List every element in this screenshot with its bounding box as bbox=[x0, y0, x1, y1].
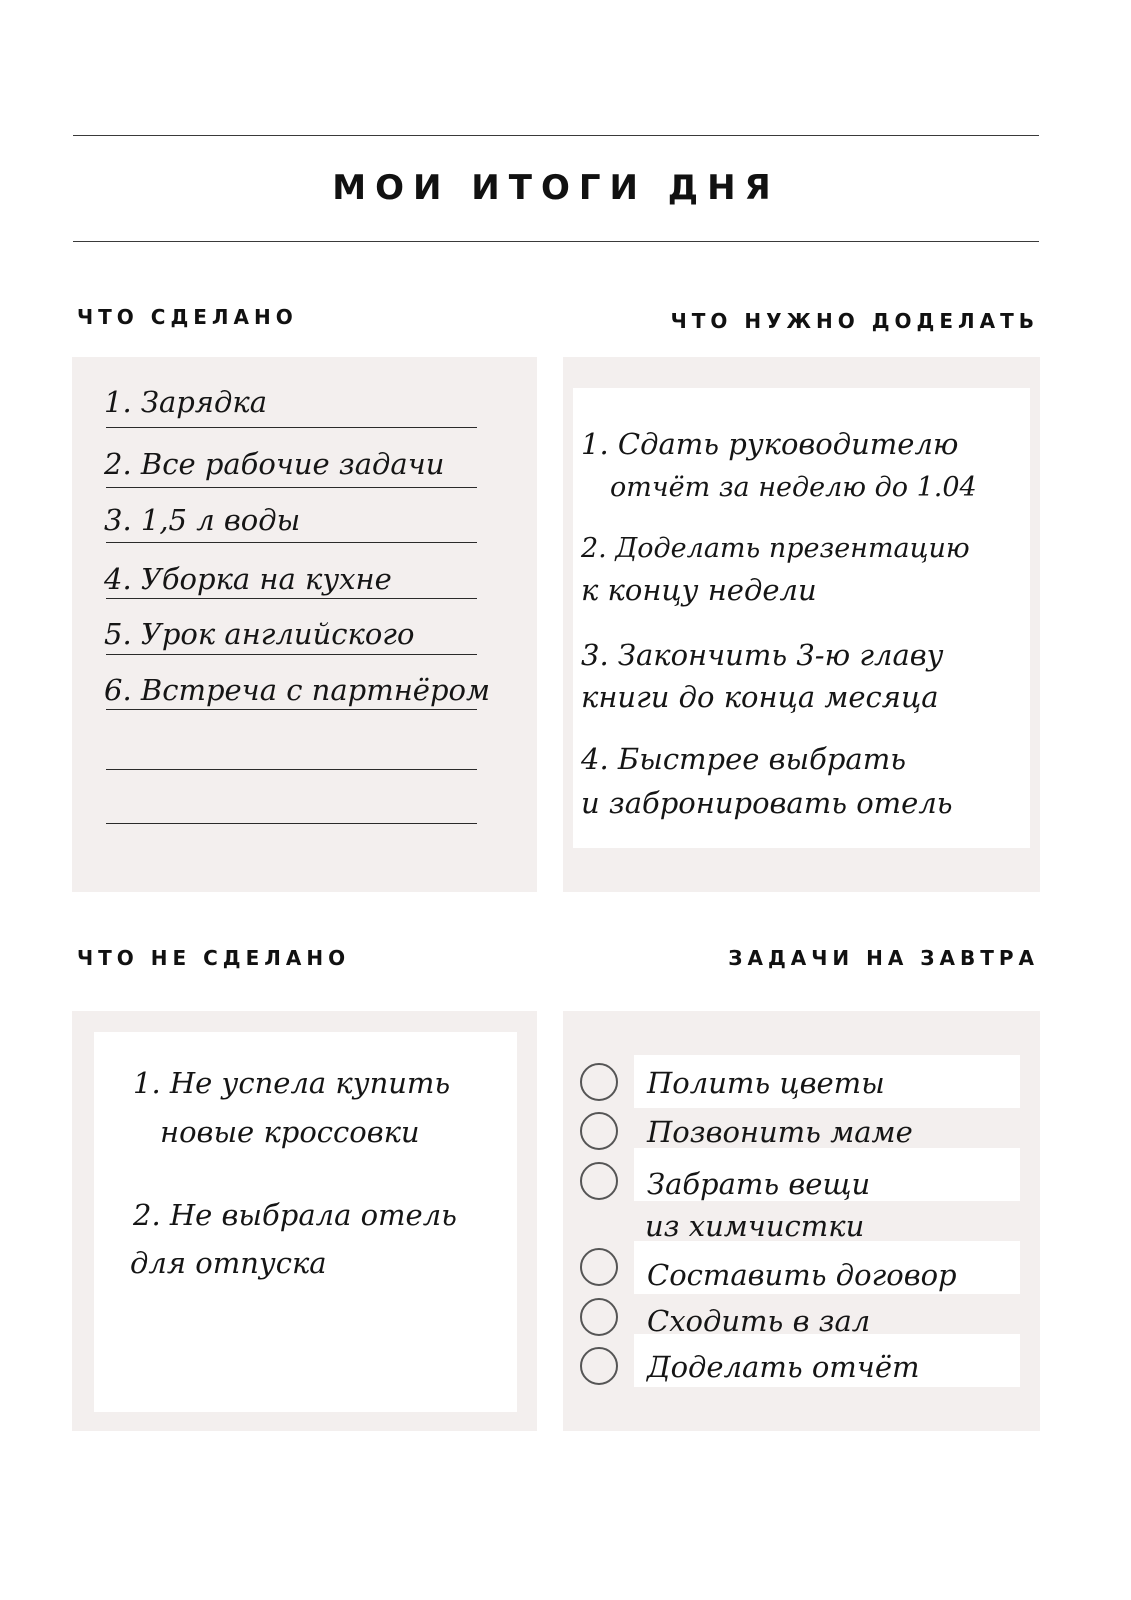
done-line-empty bbox=[106, 769, 477, 770]
heading-not-done: ЧТО НЕ СДЕЛАНО bbox=[77, 946, 351, 970]
done-line bbox=[106, 709, 477, 710]
done-line bbox=[106, 427, 477, 428]
task-label: Составить договор bbox=[647, 1258, 957, 1292]
done-line bbox=[106, 654, 477, 655]
todo-item-line1: 4. Быстрее выбрать bbox=[581, 742, 907, 776]
task-checkbox[interactable] bbox=[580, 1347, 618, 1385]
task-checkbox[interactable] bbox=[580, 1248, 618, 1286]
not-done-item-line2: новые кроссовки bbox=[160, 1115, 420, 1149]
todo-item-line2: отчёт за неделю до 1.04 bbox=[610, 472, 977, 503]
todo-item-line2: к концу недели bbox=[581, 573, 817, 607]
done-item: 1. Зарядка bbox=[104, 385, 267, 419]
heading-todo: ЧТО НУЖНО ДОДЕЛАТЬ bbox=[670, 309, 1039, 333]
todo-item-line1: 2. Доделать презентацию bbox=[581, 533, 970, 564]
task-label: Полить цветы bbox=[647, 1066, 885, 1100]
task-label: Доделать отчёт bbox=[647, 1350, 920, 1384]
not-done-item-line1: 1. Не успела купить bbox=[133, 1066, 451, 1100]
done-line bbox=[106, 542, 477, 543]
done-line bbox=[106, 487, 477, 488]
todo-item-line1: 3. Закончить 3-ю главу bbox=[581, 638, 944, 672]
heading-tomorrow: ЗАДАЧИ НА ЗАВТРА bbox=[728, 946, 1039, 970]
heading-done: ЧТО СДЕЛАНО bbox=[77, 305, 298, 329]
done-item: 6. Встреча с партнёром bbox=[104, 673, 491, 707]
done-line-empty bbox=[106, 823, 477, 824]
done-item: 3. 1,5 л воды bbox=[104, 503, 301, 537]
task-checkbox[interactable] bbox=[580, 1063, 618, 1101]
todo-item-line2: книги до конца месяца bbox=[581, 680, 939, 714]
task-checkbox[interactable] bbox=[580, 1298, 618, 1336]
title-divider bbox=[73, 241, 1039, 242]
todo-item-line1: 1. Сдать руководителю bbox=[581, 427, 959, 461]
page-title: МОИ ИТОГИ ДНЯ bbox=[332, 168, 780, 208]
task-checkbox[interactable] bbox=[580, 1112, 618, 1150]
task-checkbox[interactable] bbox=[580, 1162, 618, 1200]
done-item: 2. Все рабочие задачи bbox=[104, 447, 445, 481]
done-line bbox=[106, 598, 477, 599]
not-done-item-line2: для отпуска bbox=[130, 1246, 327, 1280]
top-divider bbox=[73, 135, 1039, 136]
task-label: Позвонить маме bbox=[647, 1115, 913, 1149]
task-label: Забрать вещи bbox=[647, 1167, 871, 1201]
not-done-item-line1: 2. Не выбрала отель bbox=[133, 1198, 457, 1232]
todo-item-line2: и забронировать отель bbox=[581, 786, 953, 820]
done-item: 5. Урок английского bbox=[104, 617, 415, 651]
done-item: 4. Уборка на кухне bbox=[104, 562, 392, 596]
task-label-continued: из химчистки bbox=[645, 1209, 865, 1243]
task-label: Сходить в зал bbox=[647, 1304, 871, 1338]
